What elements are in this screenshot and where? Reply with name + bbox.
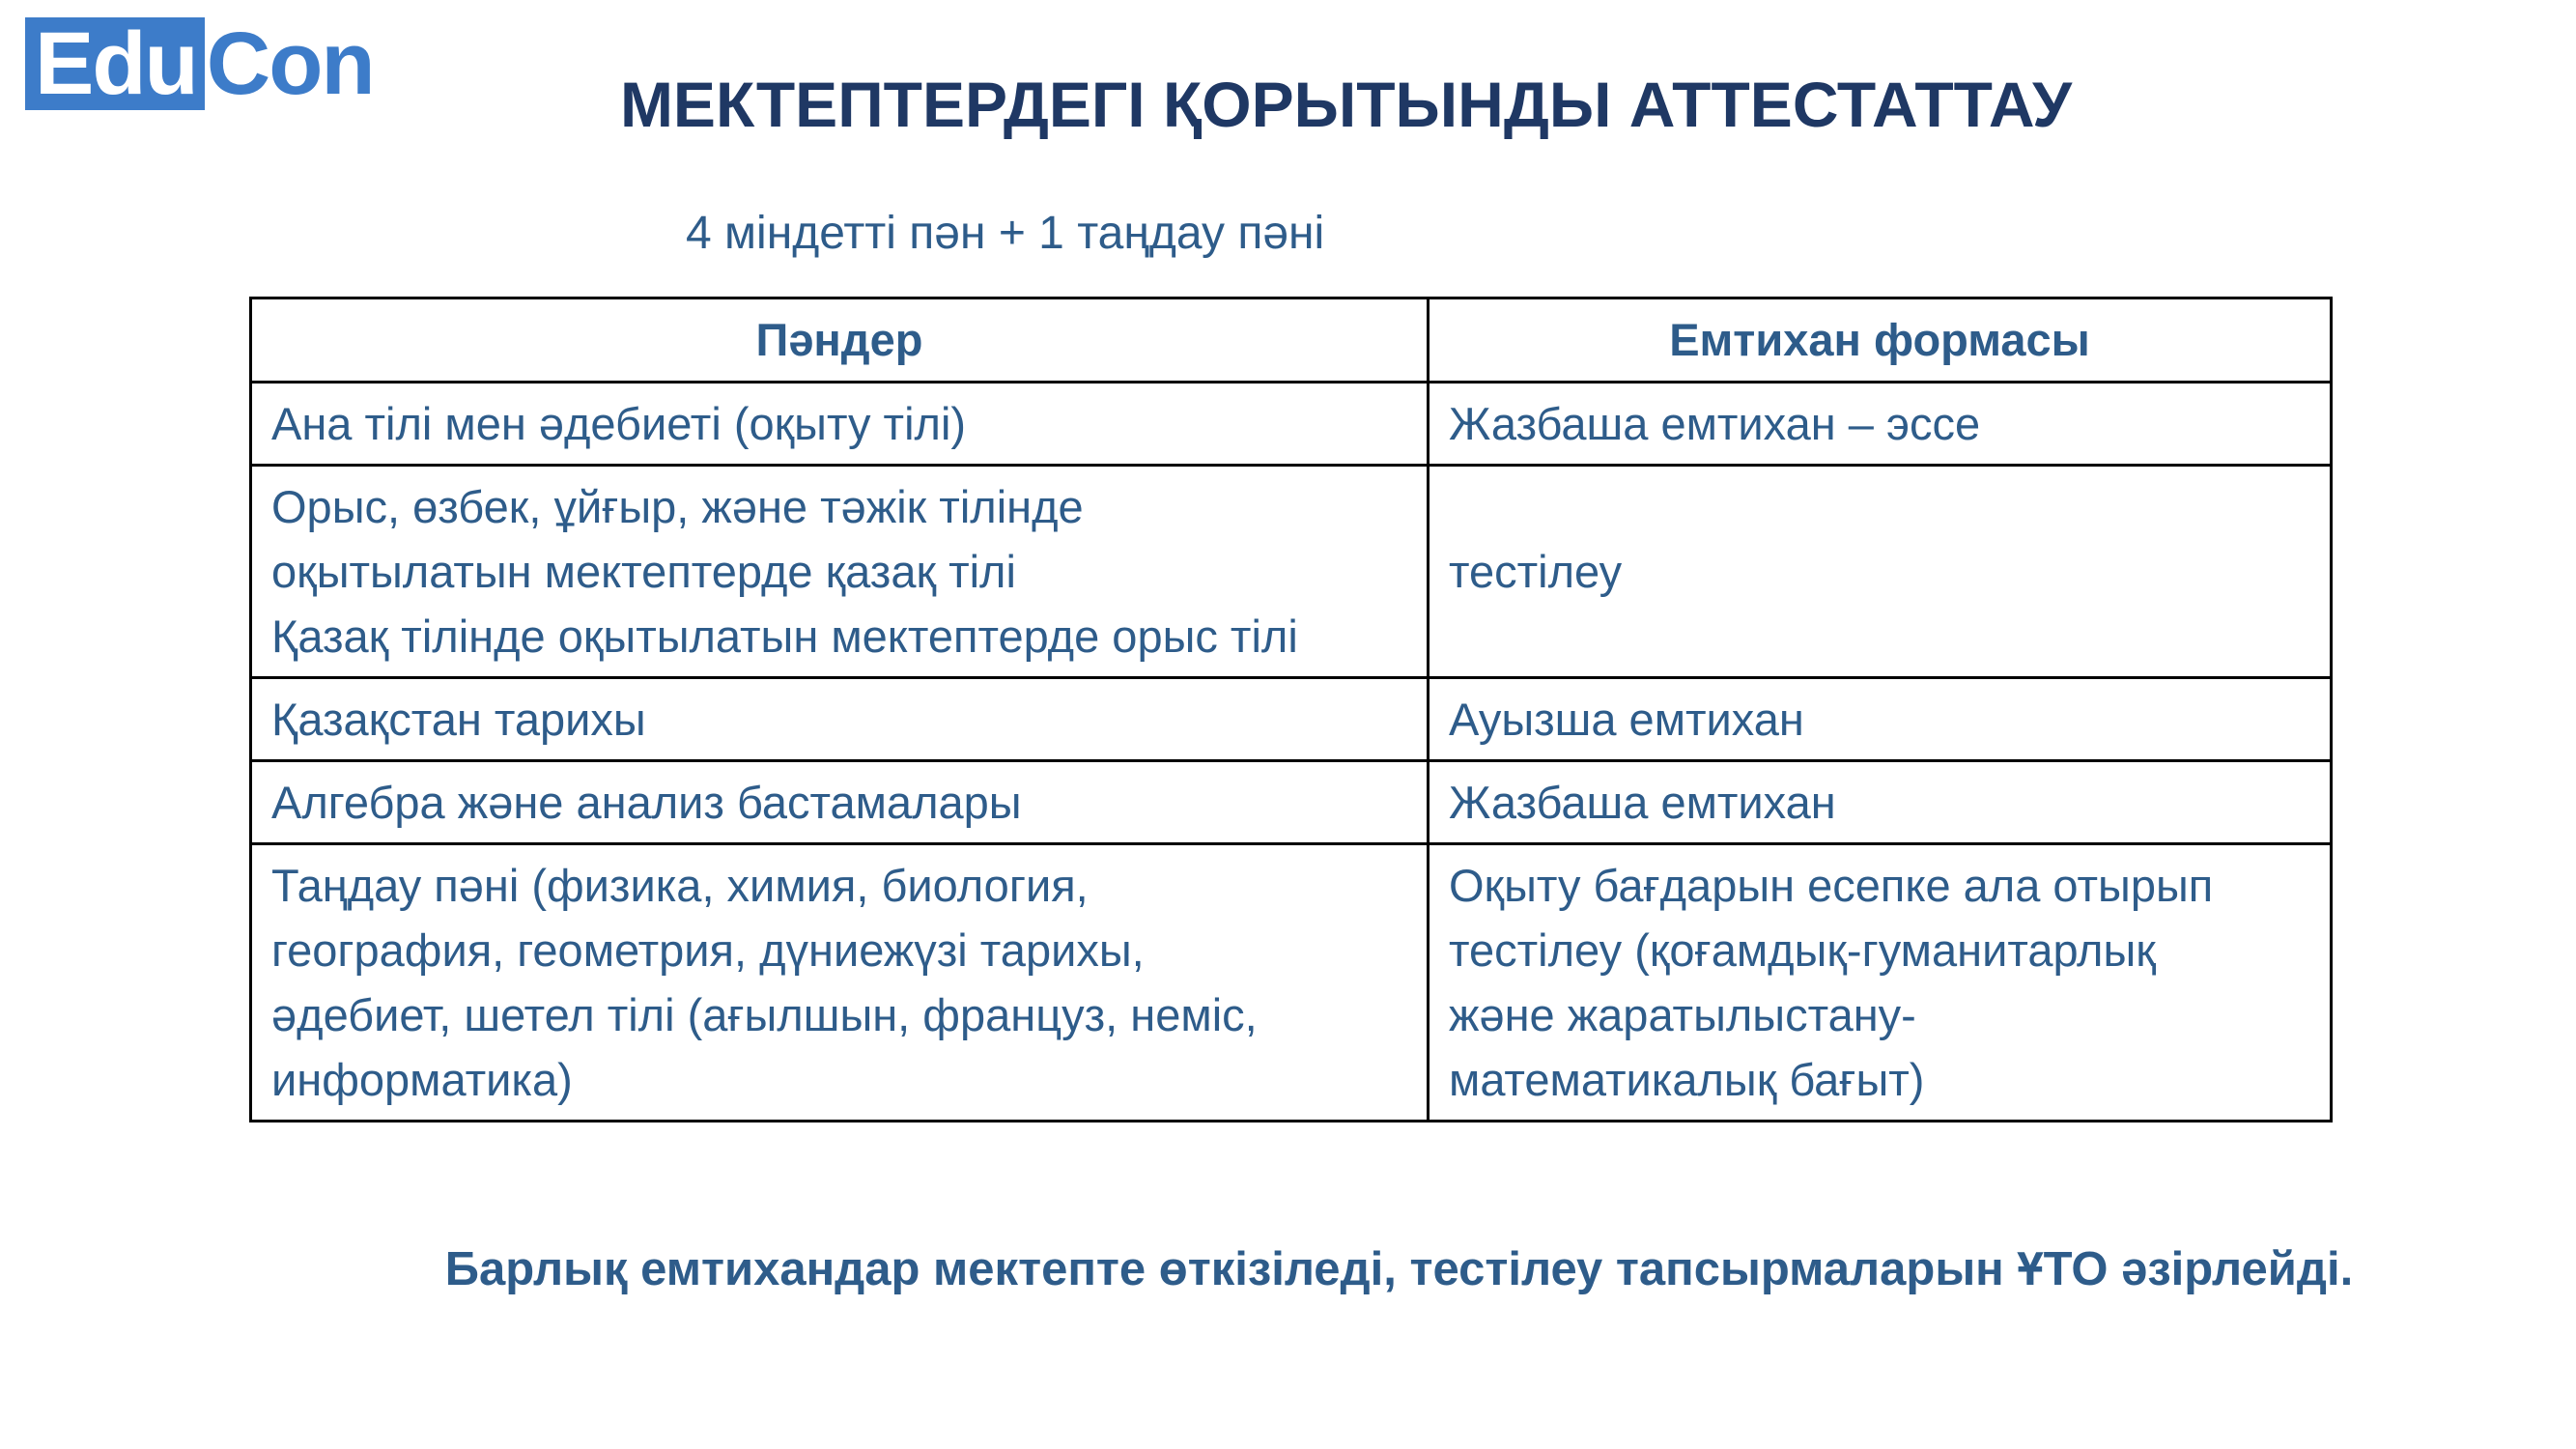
subject-line: Ана тілі мен әдебиеті (оқыту тілі)	[271, 398, 967, 449]
subject-line: Қазақ тілінде оқытылатын мектептерде орыс тілі	[271, 611, 1298, 662]
subject-line: информатика)	[271, 1054, 573, 1105]
exam-form-line: математикалық бағыт)	[1449, 1054, 1925, 1105]
subject-cell	[251, 678, 1429, 761]
exam-form-line: Жазбаша емтихан – эссе	[1449, 398, 1981, 449]
exam-form-cell	[1429, 466, 2332, 678]
page-title: МЕКТЕПТЕРДЕГІ ҚОРЫТЫНДЫ АТТЕСТАТТАУ	[619, 69, 2073, 140]
subject-line: оқытылатын мектептерде қазақ тілі	[271, 546, 1016, 597]
subject-line: Таңдау пәні (физика, химия, биология,	[271, 860, 1089, 911]
logo-con-part: Con	[206, 14, 374, 113]
table-row	[251, 761, 2332, 844]
exam-form-cell	[1429, 761, 2332, 844]
exam-form-line: тестілеу	[1449, 546, 1623, 597]
exam-form-cell	[1429, 844, 2332, 1122]
subject-line: Алгебра және анализ бастамалары	[271, 777, 1022, 828]
header-subjects: Пәндер	[251, 298, 1429, 383]
exam-form-line: Оқыту бағдарын есепке ала отырып	[1449, 860, 2214, 911]
subtitle: 4 міндетті пән + 1 таңдау пәні	[686, 208, 1325, 259]
subject-line: география, геометрия, дүниежүзі тарихы,	[271, 924, 1145, 976]
exam-form-line: тестілеу (қоғамдық-гуманитарлық	[1449, 924, 2156, 976]
header-exam-form: Емтихан формасы	[1429, 298, 2332, 383]
subject-line: Орыс, өзбек, ұйғыр, және тәжік тілінде	[271, 481, 1084, 532]
exam-form-line: Ауызша емтихан	[1449, 694, 1804, 745]
exam-form-cell	[1429, 678, 2332, 761]
exam-form-cell	[1429, 383, 2332, 466]
logo-edu-part: Edu	[25, 17, 205, 110]
subject-line: әдебиет, шетел тілі (ағылшын, француз, неміс,	[271, 989, 1258, 1040]
table-row	[251, 383, 2332, 466]
exam-table	[249, 297, 2333, 1122]
subject-cell	[251, 844, 1429, 1122]
footer-note: Барлық емтихандар мектепте өткізіледі, тестілеу тапсырмаларын ҰТО әзірлейді.	[444, 1243, 2354, 1295]
exam-form-line: Жазбаша емтихан	[1449, 777, 1836, 828]
table-header-row	[251, 298, 2332, 383]
subject-cell	[251, 466, 1429, 678]
exam-form-line: және жаратылыстану-	[1449, 989, 1916, 1040]
table-row	[251, 678, 2332, 761]
subject-cell	[251, 761, 1429, 844]
subject-line: Қазақстан тарихы	[271, 694, 646, 745]
table-row	[251, 466, 2332, 678]
subject-cell	[251, 383, 1429, 466]
table-row	[251, 844, 2332, 1122]
